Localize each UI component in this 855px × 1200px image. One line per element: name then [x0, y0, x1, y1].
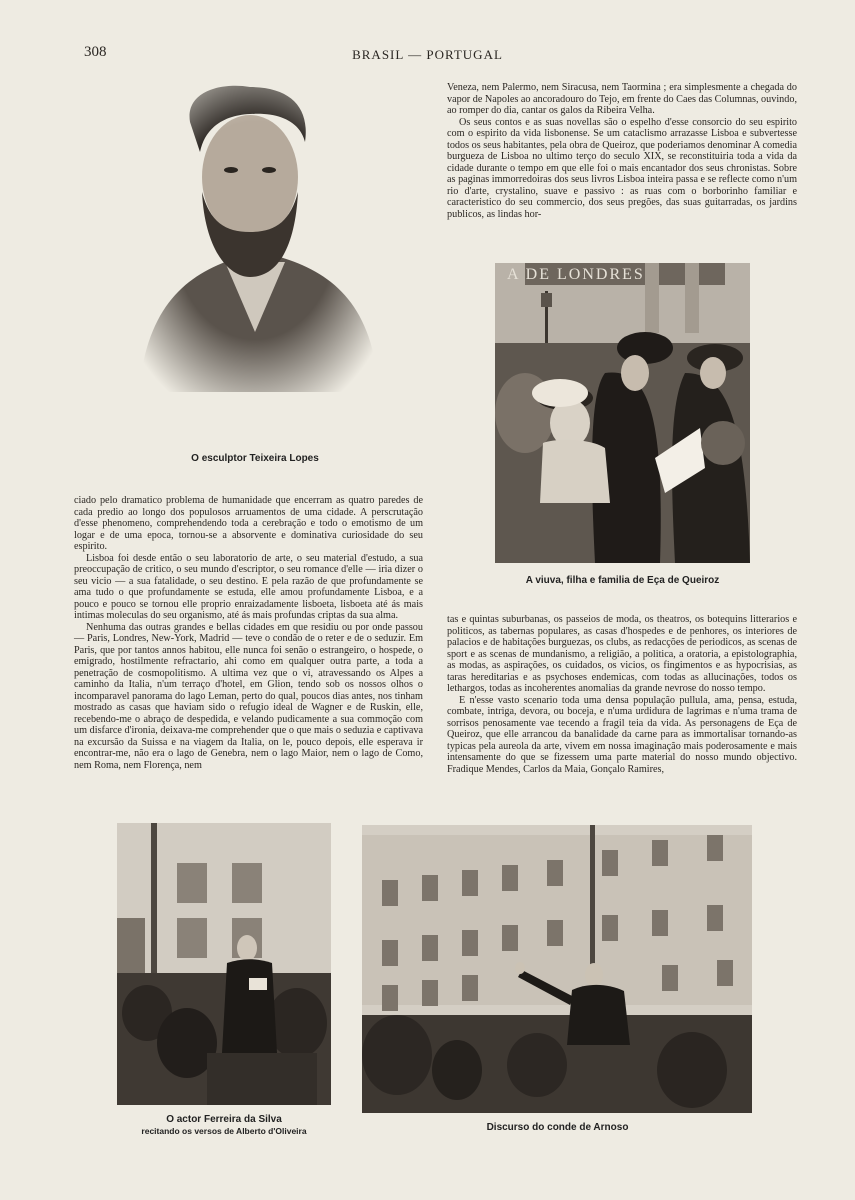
paragraph: Os seus contos e as suas novellas são o espelho d'esse consorcio do seu espirito com o espirito da vida lisbonense. Se um cataclismo arrazasse Lisboa e subvertesse todos os seus habitantes, pela obra de Queiroz, que poderiamos denominar A comedia burgueza de Lisboa no ultimo terço do seculo XIX, se reconstituiria toda a vida da cidade durante o tempo em que elle foi o mais encantador dos seus chronistas. Sobre as paginas immorredoiras dos seus livros Lisboa inteira passa e se reflecte como n'um rio d'arte, crystalino, suave e passivo : as ruas com o borborinho familiar e caracteristico do seu commercio, dos seus pregões, das suas guitarradas, os jardins publicos, as lindas hor- [447, 116, 797, 220]
actor-caption-title: O actor Ferreira da Silva [166, 1114, 282, 1125]
paragraph: Veneza, nem Palermo, nem Siracusa, nem Taormina ; era simplesmente a chegada do vapor de Napoles ao ancoradouro do Tejo, em frente do Caes das Columnas, ouvindo, ao romper do dia, cantar os galos da Ribeira Velha. [447, 82, 797, 116]
portrait-photo [130, 82, 380, 412]
family-caption: A viuva, filha e familia de Eça de Queiroz [525, 575, 720, 586]
family-photo [495, 263, 750, 563]
page-header-title: BRASIL — PORTUGAL [352, 47, 503, 62]
actor-caption [107, 1114, 341, 1136]
page-number: 308 [84, 44, 107, 60]
paragraph: Nenhuma das outras grandes e bellas cidades em que residiu ou por onde passou — Paris, Londres, New-York, Madrid — teve o condão de o reter e de o seduzir. Em Paris, que por tantos annos habitou, elle nunca foi senão o estrangeiro, o hospede, o emigrado, hostilmente refractario, ahi como em qualquer outra parte, a toda a penetração de cosmopolitismo. A ultima vez que o vi, atravessando os Alpes a caminho da Italia, n'um terraço d'hotel, em Glion, tendo sob os nossos olhos o incomparavel panorama do lago Leman, perto do qual, poucos dias antes, nos tinham mostrado as casas que haviam sido o refugio ideal de Wagner e de Ruskin, elle, recebendo-me o abraço de despedida, e velando pudicamente a sua commoção com um disfarce d'ironia, deixava-me comprehender que o que mais o seduzia e captivava na excursão da Suissa e na viagem da Italia, on le, pouco depois, elle esperava ir encontrar-me, não era o lago de Genebra, nem o lago Maior, nem o lago de Como, nem Roma, nem Florença, nem [74, 621, 423, 771]
shop-sign-text: A DE LONDRES [507, 266, 645, 283]
paragraph: Lisboa foi desde então o seu laboratorio de arte, o seu material d'estudo, a sua preoccupação de critico, o seu mundo d'escriptor, o seu romance d'elle — iria dizer o seu vicio — a sua fatalidade, o seu destino. E pela razão de que profundamente se ama tudo o que profundamente se estuda, elle amou profundamente Lisboa, e a pouco e pouco se tornou elle proprio enraizadamente lisboeta, lisboeta até ás mais intimas moleculas do seu organismo, até ás mais profundas criptas da sua alma. [74, 552, 423, 621]
text-column-left [74, 495, 423, 771]
actor-photo [117, 823, 331, 1105]
paragraph: tas e quintas suburbanas, os passeios de moda, os theatros, os botequins litterarios e politicos, as tabernas populares, as casas d'hospedes e de penhores, os interiores de palacios e de habitações burguezas, os clubs, as redacções de periodicos, as scenas de sport e as scenas de mundanismo, a religião, a politica, a oratoria, a epistolographia, as modas, as aspirações, os cuidados, os vicios, os fingimentos e as hypocrisias, as taras hereditarias e as psychoses endemicas, com todas as allucinações, todos os lethargos, todas as incoherentes anomalias da grande nevrose do nosso tempo. [447, 614, 797, 694]
paragraph: ciado pelo dramatico problema de humanidade que encerram as quatro paredes de cada predio ao longo dos populosos arruamentos de uma cidade. A perscrutação d'esse phenomeno, comprehendendo toda a cerebração e todo o emotismo de um logar e de uma epoca, tornou-se a absorvente e dominativa curiosidade do seu espirito. [74, 495, 423, 552]
speech-caption: Discurso do conde de Arnoso [486, 1122, 629, 1133]
portrait-caption: O esculptor Teixeira Lopes [191, 453, 319, 464]
actor-caption-subtitle: recitando os versos de Alberto d'Oliveira [141, 1126, 307, 1136]
paragraph: E n'esse vasto scenario toda uma densa população pullula, ama, pensa, estuda, combate, intriga, devora, ou boceja, e n'uma urdidura de lagrimas e n'uma trama de sorrisos penosamente vae tecendo a fragil teia da vida. As personagens de Eça de Queiroz, que elle arrancou da banalidade da carne para as immortalisar tornando-as typicas pela aureola da arte, vivem em nossa imaginação mais poderosamente e mais intensamente do que se fizessem uma parte material do nosso mundo objectivo. Fradique Mendes, Carlos da Maia, Gonçalo Ramires, [447, 694, 797, 775]
text-column-right [447, 614, 797, 775]
speech-photo [362, 825, 752, 1113]
text-column-top-right [447, 82, 797, 220]
